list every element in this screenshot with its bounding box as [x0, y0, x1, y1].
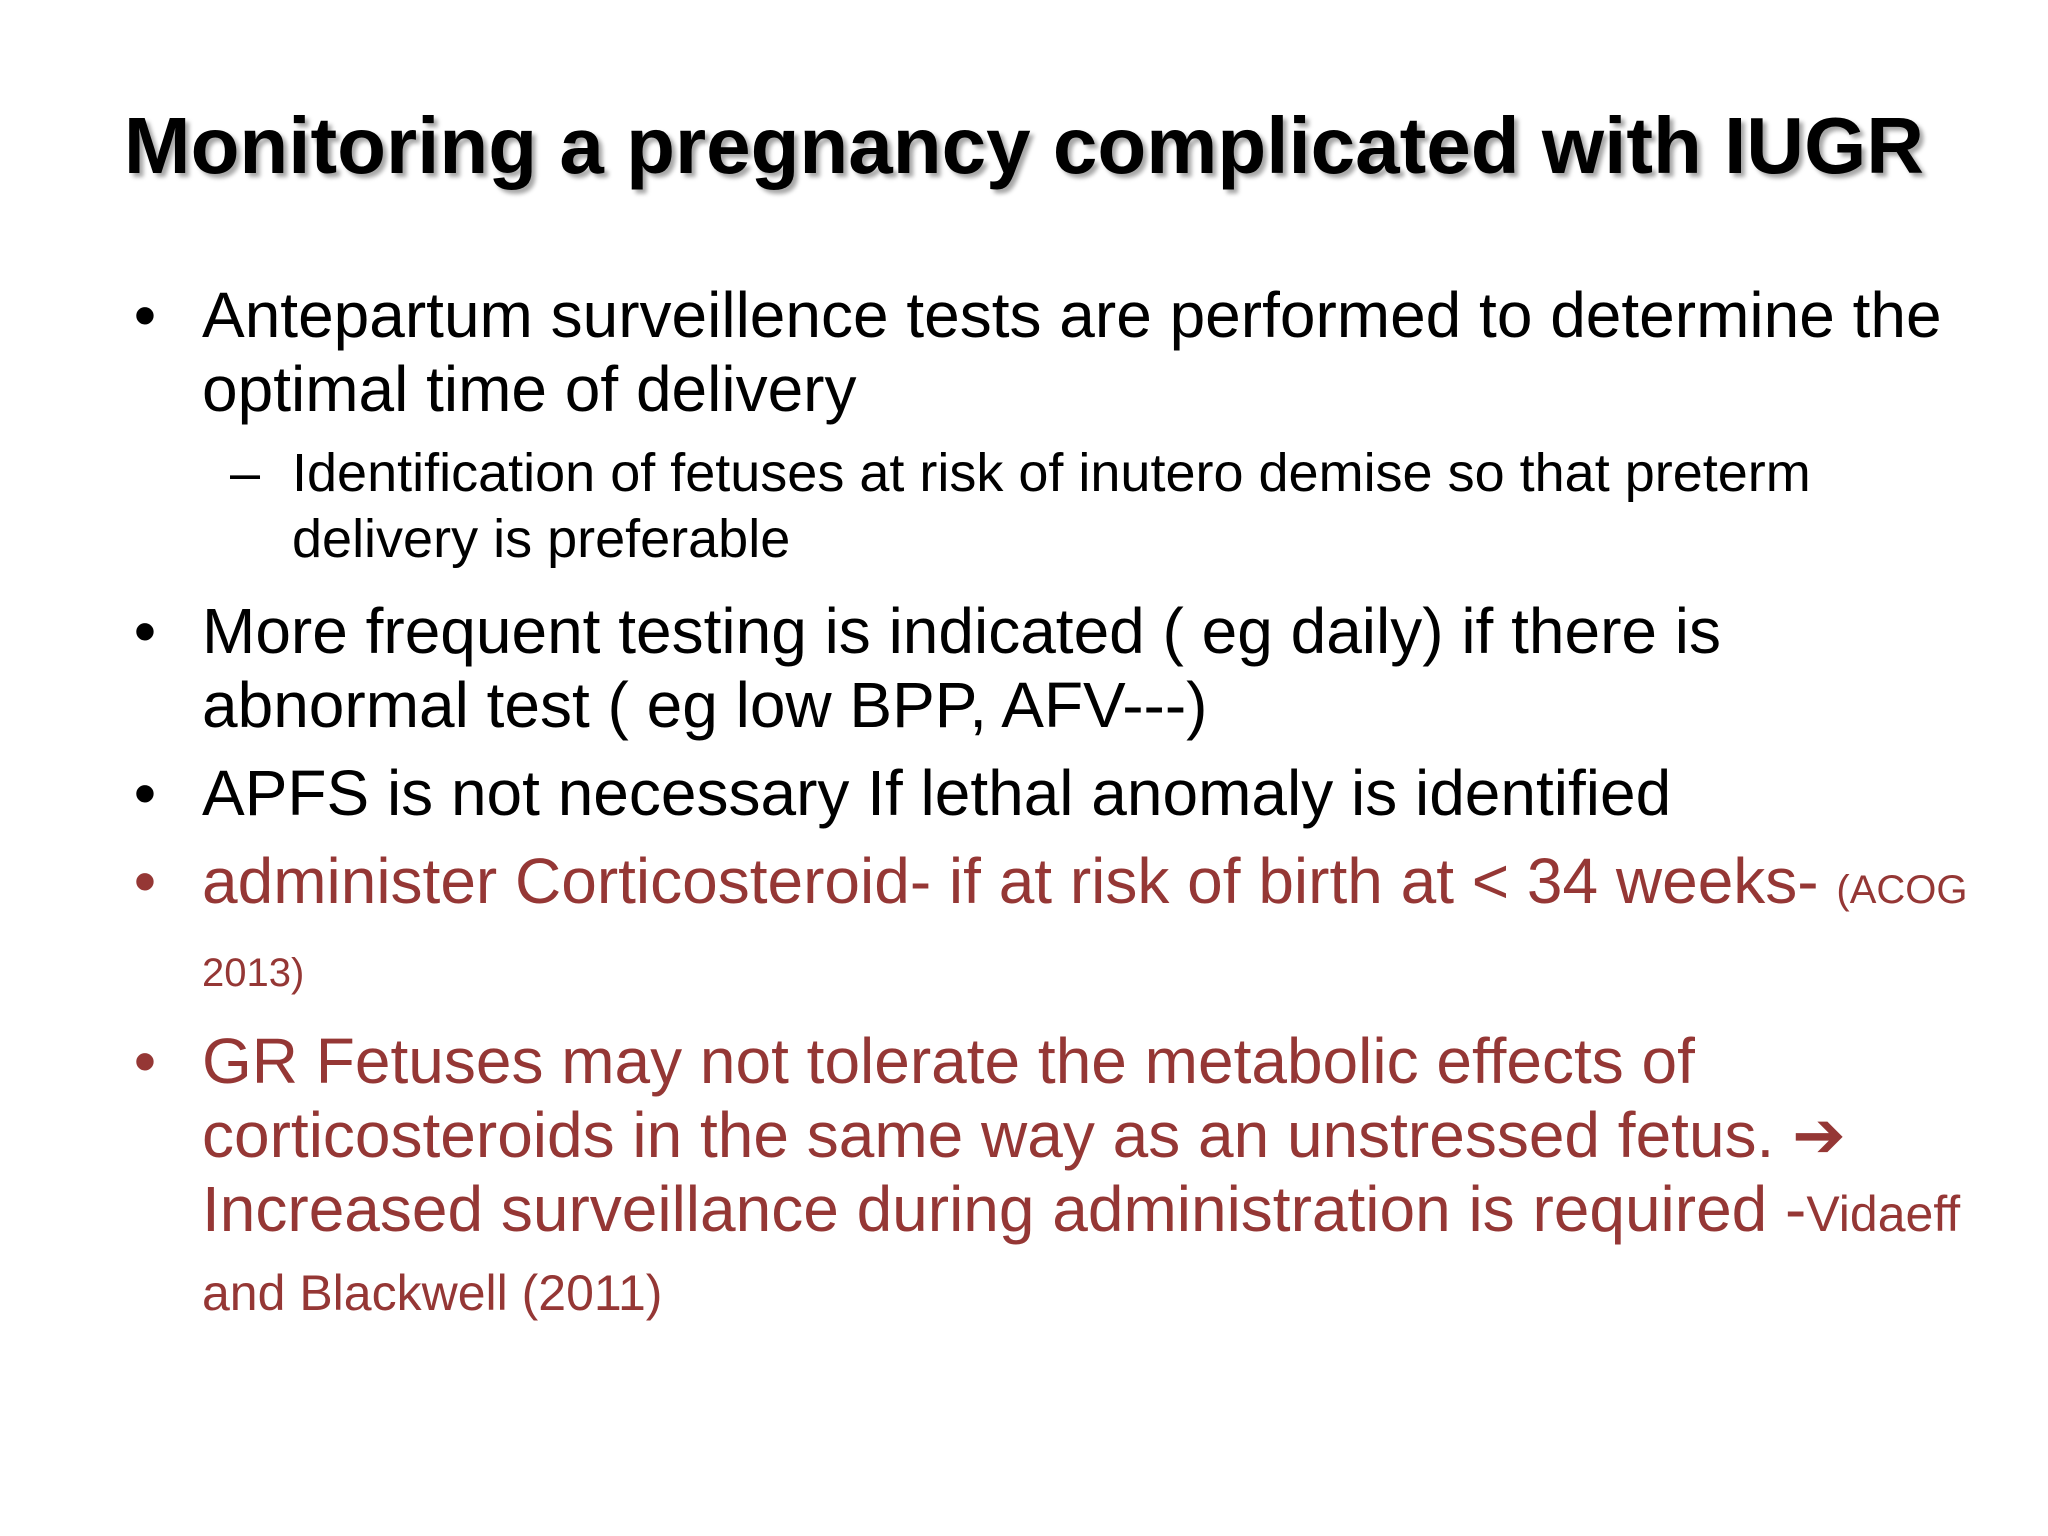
bullet-item-surveillance: [120, 278, 1980, 426]
bullet-text: GR Fetuses may not tolerate the metabolic effects of corticosteroids in the same way as an unstressed fetus.: [202, 1025, 1775, 1171]
bullet-text-continued: Increased surveillance during administration is required -: [202, 1173, 1807, 1245]
bullet-text: More frequent testing is indicated ( eg daily) if there is abnormal test ( eg low BPP, AFV---): [202, 595, 1721, 741]
bullet-marker: •: [133, 595, 157, 667]
slide-title: Monitoring a pregnancy complicated with IUGR: [123, 101, 1925, 190]
bullet-text: Antepartum surveillence tests are performed to determine the optimal time of delivery: [202, 279, 1942, 425]
bullet-marker: •: [133, 279, 157, 351]
sub-bullet-item-identification: [120, 440, 1980, 572]
bullet-text: administer Corticosteroid- if at risk of birth at < 34 weeks-: [202, 845, 1819, 917]
bullet-item-frequent-testing: [120, 594, 1980, 742]
bullet-marker: •: [133, 757, 157, 829]
bullet-item-corticosteroid: [120, 844, 1980, 1010]
bullet-item-gr-fetuses: [120, 1024, 1980, 1330]
citation: (ACOG 2013): [202, 868, 1968, 995]
citation: Vidaeff and Blackwell (2011): [202, 1186, 1961, 1321]
bullet-item-apfs: [120, 756, 1980, 830]
arrow-right-icon: ➔: [1792, 1099, 1846, 1171]
bullet-marker: •: [133, 1025, 157, 1097]
bullet-text: APFS is not necessary If lethal anomaly is identified: [202, 757, 1672, 829]
dash-marker: –: [229, 443, 261, 503]
bullet-list: [120, 278, 1980, 1344]
bullet-marker: •: [133, 845, 157, 917]
sub-bullet-text: Identification of fetuses at risk of inutero demise so that preterm delivery is preferable: [292, 443, 1811, 569]
